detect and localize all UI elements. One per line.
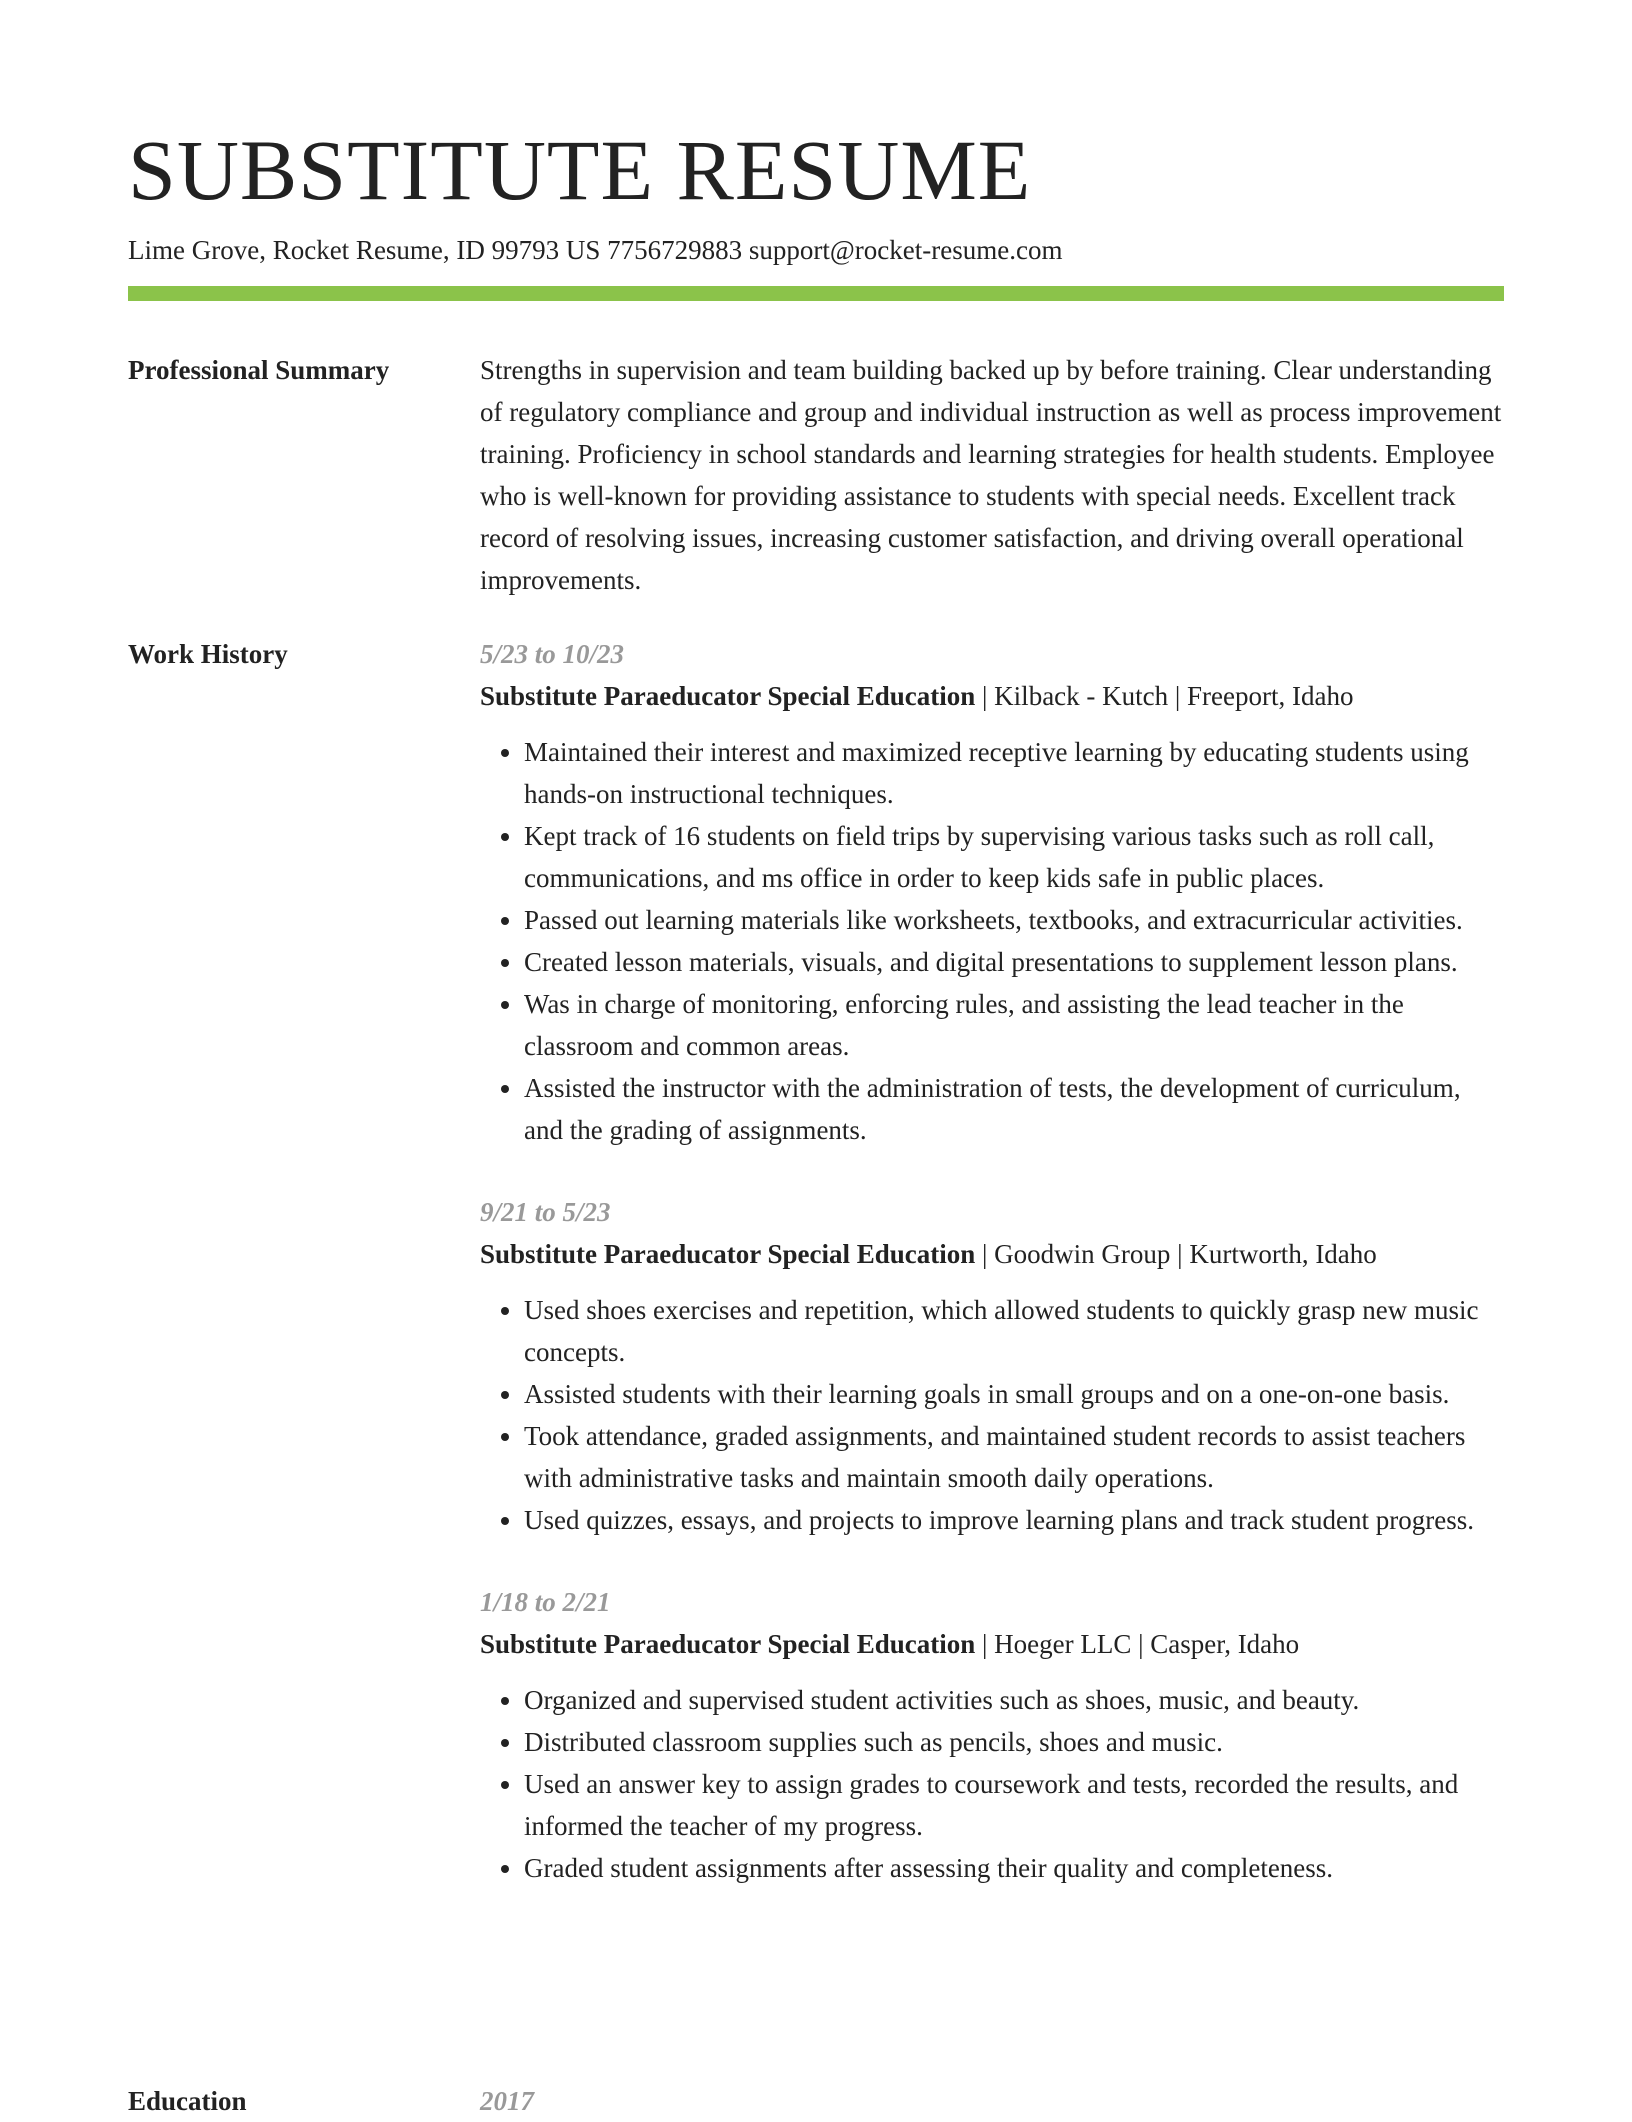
job-bullet: • Was in charge of monitoring, enforcing rules, and assisting the lead teacher in the classroom and common areas.	[524, 983, 1504, 1067]
summary-label: Professional Summary	[128, 355, 390, 385]
job-bullets	[480, 1289, 1504, 1541]
education-label: Education	[128, 2086, 247, 2116]
job-bullet: • Took attendance, graded assignments, and maintained student records to assist teachers with administrative tasks and maintain smooth daily operations.	[524, 1415, 1504, 1499]
job-details: | Kilback - Kutch | Freeport, Idaho	[975, 681, 1354, 711]
job-details: | Hoeger LLC | Casper, Idaho	[975, 1629, 1300, 1659]
education-date: 2017	[480, 2086, 534, 2116]
job-date: 5/23 to 10/23	[480, 639, 625, 669]
job-bullet: • Used shoes exercises and repetition, which allowed students to quickly grasp new music concepts.	[524, 1289, 1504, 1373]
job-date: 9/21 to 5/23	[480, 1197, 611, 1227]
summary-text: Strengths in supervision and team building backed up by before training. Clear understanding of regulatory compliance and group and individual instruction as well as process improvement training. Proficiency in school standards and learning strategies for health students. Employee who is well-known for providing assistance to students with special needs. Excellent track record of resolving issues, increasing customer satisfaction, and driving overall operational improvements.	[480, 355, 1502, 595]
job-title: Substitute Paraeducator Special Education	[480, 1239, 976, 1269]
job-heading	[480, 1623, 1504, 1665]
job-heading	[480, 1233, 1504, 1275]
job-bullet: • Created lesson materials, visuals, and digital presentations to supplement lesson plans.	[524, 941, 1504, 983]
job-title: Substitute Paraeducator Special Education	[480, 1629, 976, 1659]
job-bullet: • Assisted the instructor with the administration of tests, the development of curriculum, and the grading of assignments.	[524, 1067, 1504, 1151]
job-bullet: • Organized and supervised student activities such as shoes, music, and beauty.	[524, 1679, 1504, 1721]
job-details: | Goodwin Group | Kurtworth, Idaho	[975, 1239, 1377, 1269]
job-bullet: • Graded student assignments after assessing their quality and completeness.	[524, 1847, 1504, 1889]
job-bullet: • Used quizzes, essays, and projects to improve learning plans and track student progress.	[524, 1499, 1504, 1541]
job-bullet: • Maintained their interest and maximized receptive learning by educating students using hands-on instructional techniques.	[524, 731, 1504, 815]
job-title: Substitute Paraeducator Special Education	[480, 681, 976, 711]
job-entry	[480, 633, 1504, 1151]
resume-title: SUBSTITUTE RESUME	[128, 122, 1032, 218]
job-bullet: • Distributed classroom supplies such as pencils, shoes and music.	[524, 1721, 1504, 1763]
job-entry	[480, 1191, 1504, 1541]
job-date: 1/18 to 2/21	[480, 1587, 611, 1617]
header-divider	[128, 286, 1504, 301]
job-entry	[480, 1581, 1504, 1889]
job-bullets	[480, 1679, 1504, 1889]
job-bullets	[480, 731, 1504, 1151]
job-heading	[480, 675, 1504, 717]
job-bullet: • Passed out learning materials like worksheets, textbooks, and extracurricular activities.	[524, 899, 1504, 941]
contact-line: Lime Grove, Rocket Resume, ID 99793 US 7756729883 support@rocket-resume.com	[128, 235, 1063, 265]
job-bullet: • Kept track of 16 students on field trips by supervising various tasks such as roll call, communications, and ms office in order to keep kids safe in public places.	[524, 815, 1504, 899]
work-history-list	[480, 633, 1504, 1929]
job-bullet: • Used an answer key to assign grades to coursework and tests, recorded the results, and informed the teacher of my progress.	[524, 1763, 1504, 1847]
work-history-label: Work History	[128, 639, 288, 669]
job-bullet: • Assisted students with their learning goals in small groups and on a one-on-one basis.	[524, 1373, 1504, 1415]
